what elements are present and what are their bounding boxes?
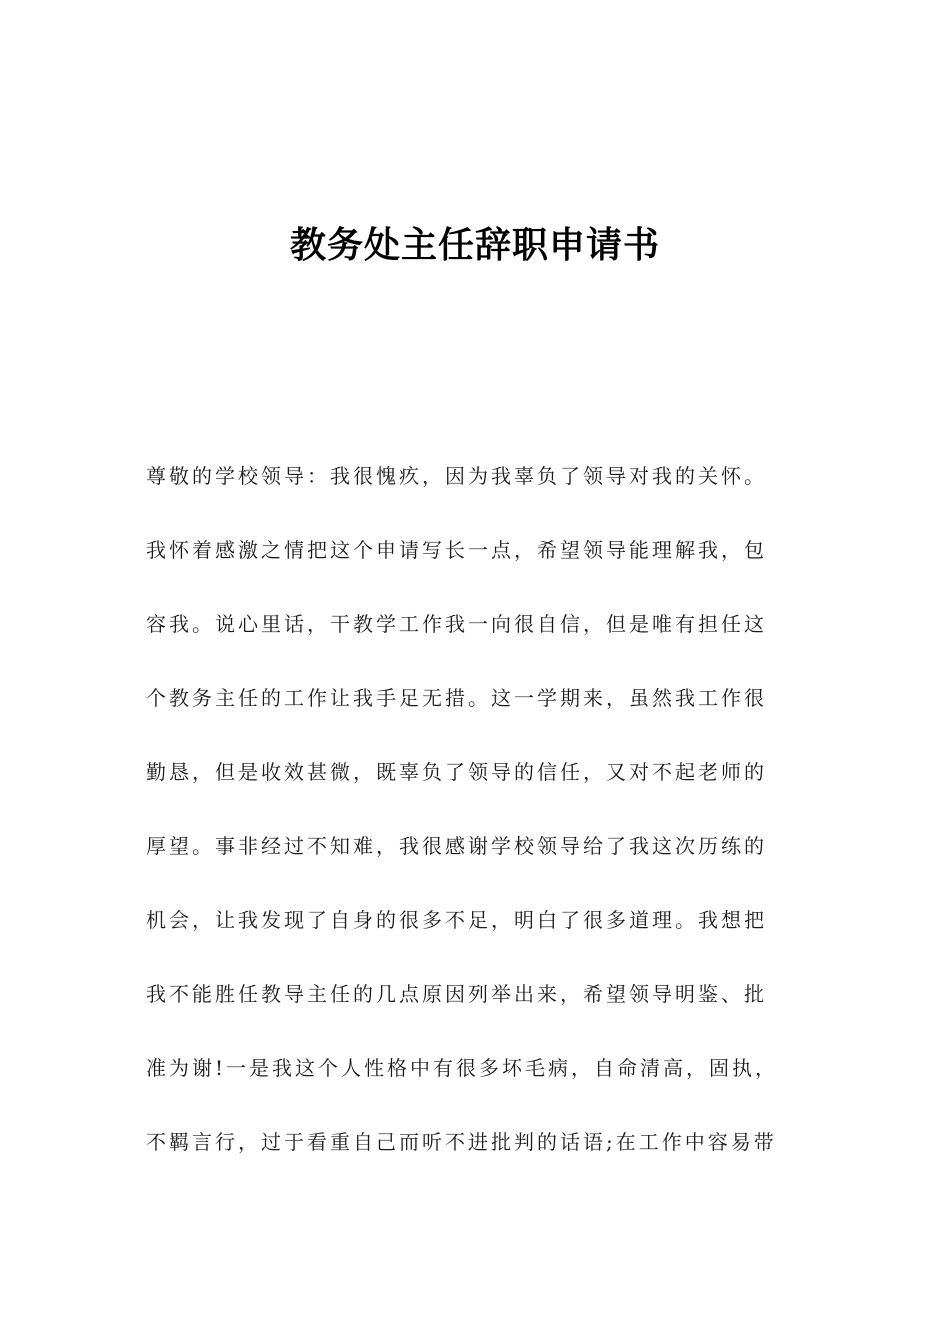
body-line-10: 不羁言行，过于看重自己而听不进批判的话语;在工作中容易带 <box>146 1130 777 1154</box>
body-line-9: 准为谢!一是我这个人性格中有很多坏毛病，自命清高，固执， <box>146 1056 779 1080</box>
body-line-8: 我不能胜任教导主任的几点原因列举出来，希望领导明鉴、批 <box>146 982 767 1006</box>
document-body <box>146 456 806 1196</box>
document-title: 教务处主任辞职申请书 <box>289 225 660 266</box>
body-line-6: 厚望。事非经过不知难，我很感谢学校领导给了我这次历练的 <box>146 834 767 858</box>
body-line-7: 机会，让我发现了自身的很多不足，明白了很多道理。我想把 <box>146 908 767 932</box>
body-line-4: 个教务主任的工作让我手足无措。这一学期来，虽然我工作很 <box>146 686 767 710</box>
body-line-3: 容我。说心里话，干教学工作我一向很自信，但是唯有担任这 <box>146 612 767 636</box>
body-line-1: 尊敬的学校领导：我很愧疚，因为我辜负了领导对我的关怀。 <box>146 464 767 488</box>
body-line-2: 我怀着感激之情把这个申请写长一点，希望领导能理解我，包 <box>146 538 767 562</box>
body-line-5: 勤恳，但是收效甚微，既辜负了领导的信任，又对不起老师的 <box>146 760 767 784</box>
